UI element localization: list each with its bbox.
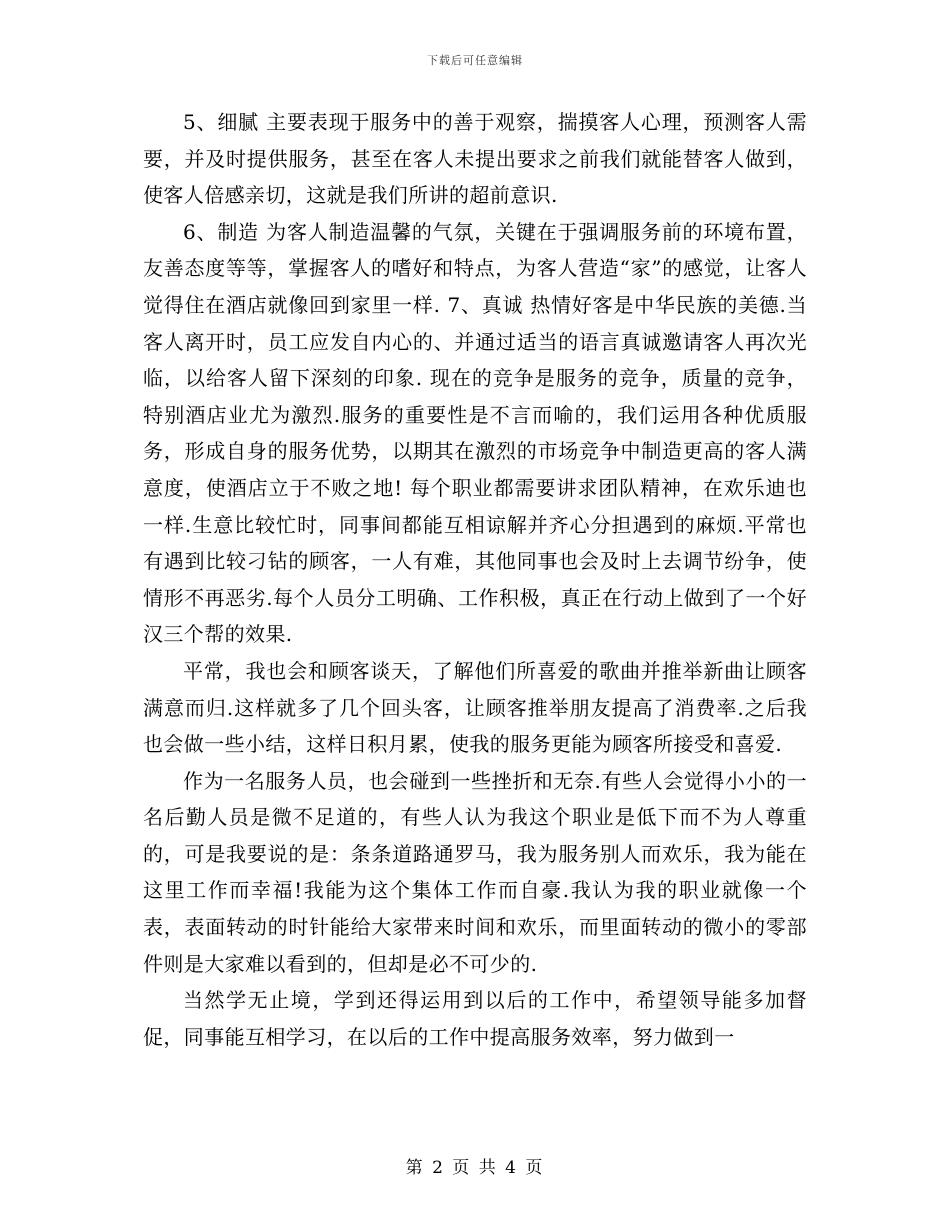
page-footer: 第 2 页 共 4 页	[405, 1158, 545, 1178]
paragraph-1: 5、细腻 主要表现于服务中的善于观察，揣摸客人心理，预测客人需要，并及时提供服务，甚至在客人未提出要求之前我们就能替客人做到，使客人倍感亲切，这就是我们所讲的超前意识.	[143, 110, 807, 208]
paragraph-5: 当然学无止境，学到还得运用到以后的工作中，希望领导能多加督促，同事能互相学习，在以后的工作中提高服务效率，努力做到一	[143, 988, 807, 1049]
paragraph-3: 平常，我也会和顾客谈天，了解他们所喜爱的歌曲并推举新曲让顾客满意而归.这样就多了几个回头客，让顾客推举朋友提高了消费率.之后我也会做一些小结，这样日积月累，使我的服务更能为顾客所接受和喜爱.	[143, 658, 807, 757]
paragraph-2: 6、制造 为客人制造温馨的气氛，关键在于强调服务前的环境布置，友善态度等等，掌握客人的嗜好和特点，为客人营造“家”的感觉，让客人觉得住在酒店就像回到家里一样. 7、真诚 热情好客是中华民族的美德.当客人离开时，员工应发自内心的、并通过适当的语言真诚邀请客人再次光临，以给客人留下深刻的印象. 现在的竞争是服务的竞争，质量的竞争，特别酒店业尤为激烈.服务的重要性是不言而喻的，我们运用各种优质服务，形成自身的服务优势，以期其在激烈的市场竞争中制造更高的客人满意度，使酒店立于不败之地! 每个职业都需要讲求团队精神，在欢乐迪也一样.生意比较忙时，同事间都能互相谅解并齐心分担遇到的麻烦.平常也有遇到比较刁钻的顾客，一人有难，其他同事也会及时上去调节纷争，使情形不再恶劣.每个人员分工明确、工作积极，真正在行动上做到了一个好汉三个帮的效果.	[143, 219, 807, 647]
paragraph-4: 作为一名服务人员，也会碰到一些挫折和无奈.有些人会觉得小小的一名后勤人员是微不足道的，有些人认为我这个职业是低下而不为人尊重的，可是我要说的是：条条道路通罗马，我为服务别人而欢乐，我为能在这里工作而幸福!我能为这个集体工作而自豪.我认为我的职业就像一个表，表面转动的时针能给大家带来时间和欢乐，而里面转动的微小的零部件则是大家难以看到的，但却是必不可少的.	[143, 768, 807, 976]
document-body	[143, 104, 807, 1055]
page-header: 下载后可任意编辑	[427, 54, 523, 67]
